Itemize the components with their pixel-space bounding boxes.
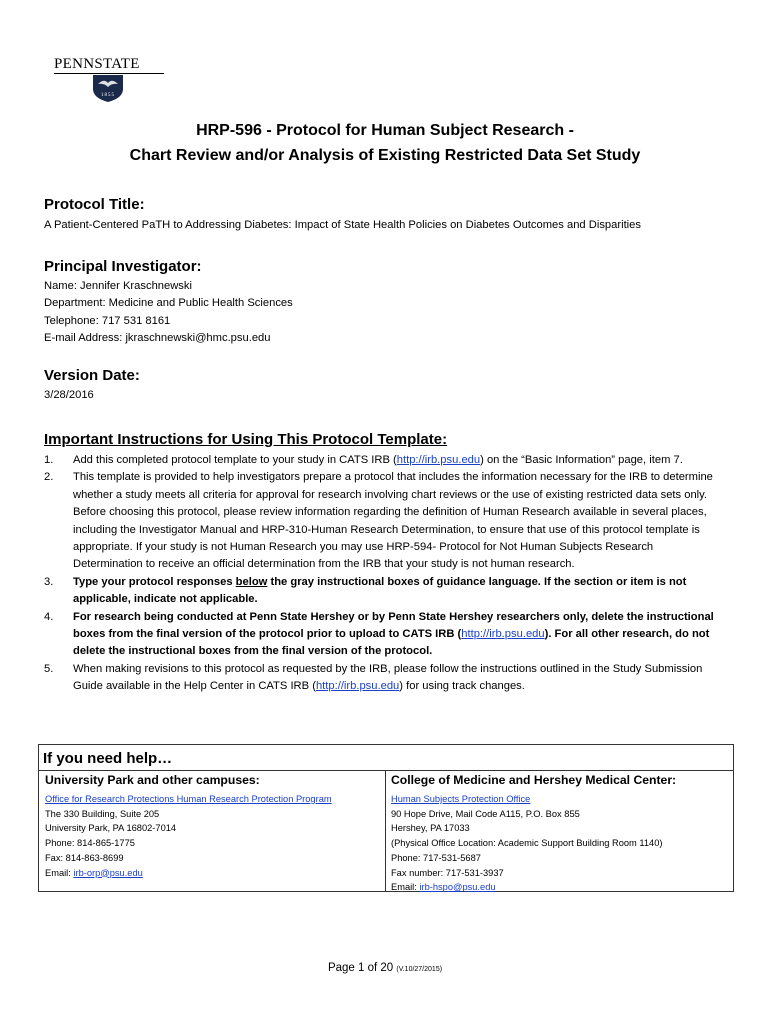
item-number: 3.	[44, 575, 54, 588]
irb-link[interactable]: http://irb.psu.edu	[396, 454, 481, 466]
version-value: 3/28/2016	[44, 389, 94, 401]
document-title-line2: Chart Review and/or Analysis of Existing Restricted Data Set Study	[129, 147, 641, 164]
logo-wordmark: PENNSTATE	[54, 56, 140, 72]
hspo-office-link[interactable]: Human Subjects Protection Office	[391, 794, 531, 804]
up-address-1: The 330 Building, Suite 205	[45, 808, 160, 819]
pi-heading: Principal Investigator:	[44, 258, 202, 275]
instruction-item-5: 5. When making revisions to this protocol as requested by the IRB, please follow the instructions outlined in the Study Submission Guide available in the Help Center in CATS IRB (http://irb.psu.edu) for using track changes.	[44, 662, 703, 693]
hershey-phone: Phone: 717-531-5687	[391, 852, 481, 863]
hershey-address-1: 90 Hope Drive, Mail Code A115, P.O. Box 855	[391, 808, 580, 819]
pi-email: E-mail Address: jkraschnewski@hmc.psu.edu	[44, 332, 271, 344]
help-column-divider	[385, 770, 386, 891]
help-box	[38, 744, 734, 892]
up-phone: Phone: 814-865-1775	[45, 838, 135, 849]
pi-department: Department: Medicine and Public Health Sciences	[44, 297, 293, 309]
protocol-title-heading: Protocol Title:	[44, 196, 145, 213]
irb-link[interactable]: http://irb.psu.edu	[315, 680, 400, 693]
version-heading: Version Date:	[44, 367, 140, 384]
hershey-email-link[interactable]: irb-hspo@psu.edu	[419, 882, 496, 893]
help-hershey	[391, 772, 729, 895]
instructions-list	[44, 452, 724, 696]
item-number: 4.	[44, 610, 54, 623]
instructions-heading: Important Instructions for Using This Protocol Template:	[44, 431, 448, 448]
help-university-park	[45, 772, 381, 880]
protocol-title-value: A Patient-Centered PaTH to Addressing Diabetes: Impact of State Health Policies on Diabetes Outcomes and Disparities	[44, 219, 641, 231]
pi-telephone: Telephone: 717 531 8161	[44, 315, 171, 327]
hershey-heading: College of Medicine and Hershey Medical Center:	[391, 773, 677, 787]
help-divider	[39, 770, 733, 771]
item-number: 2.	[44, 471, 54, 484]
pennstate-logo	[54, 56, 166, 106]
item-number: 1.	[44, 454, 54, 466]
up-fax: Fax: 814-863-8699	[45, 852, 124, 863]
logo-year: 1855	[101, 93, 115, 98]
up-email-link[interactable]: irb-orp@psu.edu	[73, 867, 143, 878]
orp-office-link[interactable]: Office for Research Protections Human Research Protection Program	[45, 794, 332, 804]
up-address-2: University Park, PA 16802-7014	[45, 823, 177, 834]
hershey-location: (Physical Office Location: Academic Support Building Room 1140)	[391, 838, 663, 849]
up-email-row: Email: irb-orp@psu.edu	[45, 867, 143, 878]
hershey-address-2: Hershey, PA 17033	[391, 823, 470, 834]
pi-name: Name: Jennifer Kraschnewski	[44, 280, 192, 292]
item-number: 5.	[44, 662, 54, 675]
page-footer	[0, 962, 770, 974]
hershey-fax: Fax number: 717-531-3937	[391, 867, 504, 878]
instruction-item-2: 2. This template is provided to help investigators prepare a protocol that includes the information necessary for the IRB to determine whether a study meets all criteria for approval for research involving chart reviews or the use of existing restricted data sets only. Before choosing this protocol, please review information regarding the definition of Human Research available in several places, including the Investigator Manual and HRP-310-Human Research Determination, to ensure that use of this protocol template is appropriate. If your study is not Human Research you may use HRP-594- Protocol for Not Human Subjects Research Determination to receive an official determination from the IRB that your study is not human research.	[44, 471, 713, 571]
logo-rule	[54, 73, 164, 74]
help-heading: If you need help…	[43, 750, 173, 767]
irb-link[interactable]: http://irb.psu.edu	[461, 628, 545, 641]
page-number: Page 1 of 20	[327, 962, 394, 974]
template-version: (V.10/27/2015)	[396, 966, 443, 973]
document-title-line1: HRP-596 - Protocol for Human Subject Research -	[196, 122, 574, 139]
hershey-email-row: Email: irb-hspo@psu.edu	[391, 882, 496, 893]
university-park-heading: University Park and other campuses:	[45, 773, 260, 787]
instruction-item-1: 1. Add this completed protocol template to your study in CATS IRB (http://irb.psu.edu) on the “Basic Information” page, item 7.	[44, 452, 724, 469]
instruction-item-4: 4. For research being conducted at Penn State Hershey or by Penn State Hershey researchers only, delete the instructional boxes from the final version of the protocol prior to upload to CATS IRB (http://irb.psu.edu). For all other research, do not delete the instructional boxes from the final version of the protocol.	[44, 610, 714, 658]
instruction-item-3: 3. Type your protocol responses below the gray instructional boxes of guidance language. If the section or item is not applicable, indicate not applicable.	[44, 575, 687, 606]
